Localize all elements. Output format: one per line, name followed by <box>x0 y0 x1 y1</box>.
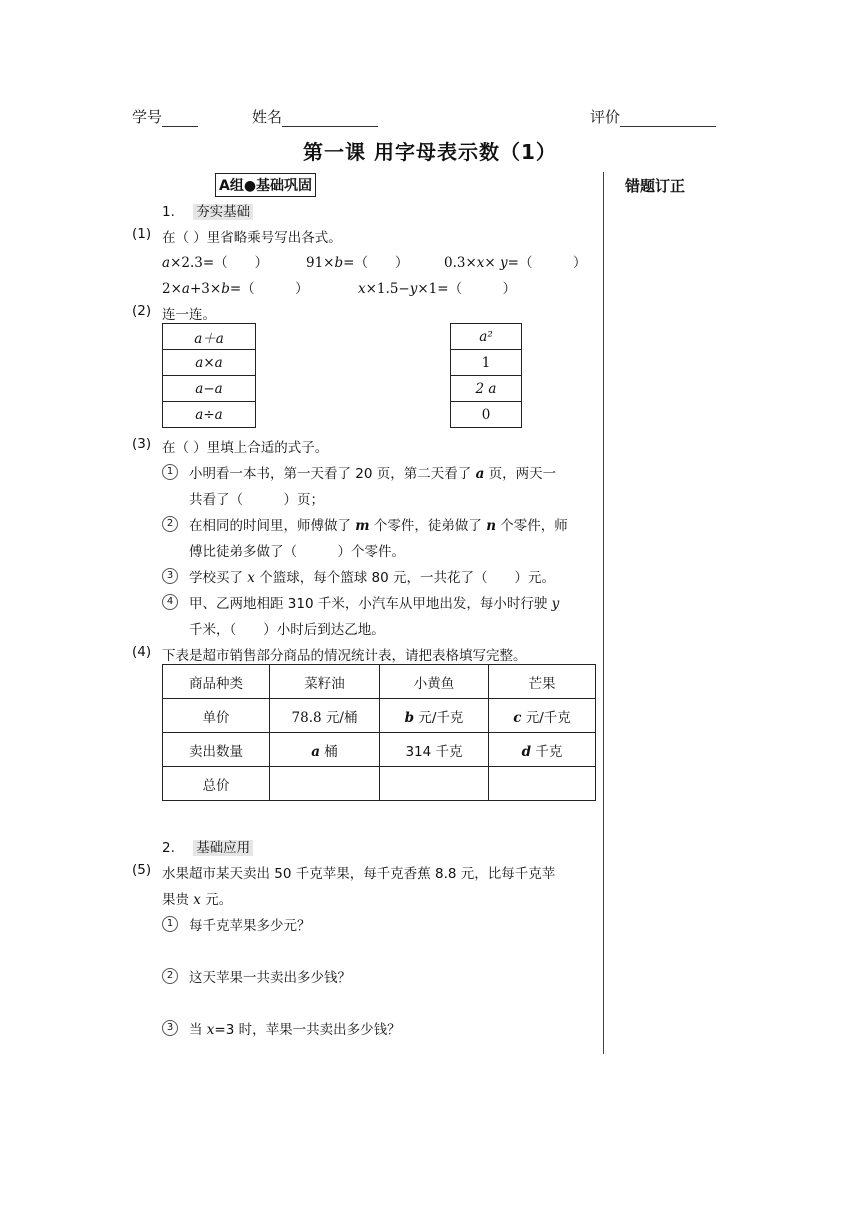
q3-item-3 <box>162 566 178 584</box>
table-header-cell: 小黄鱼 <box>380 665 489 699</box>
q3-item-4-line-1: 甲、乙两地相距 310 千米，小汽车从甲地出发，每小时行驶 y <box>189 596 560 612</box>
table-row <box>163 767 596 801</box>
q3-item-3-line-1: 学校买了 x 个篮球，每个篮球 80 元，一共花了（ ）元。 <box>189 570 555 586</box>
table-cell: b 元/千克 <box>380 699 489 733</box>
row-label-total: 总价 <box>163 767 270 801</box>
matching-right-item[interactable]: 0 <box>451 402 522 428</box>
q4-number: (4) <box>132 644 152 660</box>
table-cell: 314 千克 <box>380 733 489 767</box>
circled-number: 2 <box>162 516 178 532</box>
answer-cell[interactable] <box>270 767 380 801</box>
q5-item-2-text: 这天苹果一共卖出多少钱？ <box>189 970 351 986</box>
q2-number: (2) <box>132 303 152 319</box>
q3-item-4 <box>162 592 178 610</box>
q1-expression-1: a×2.3=（ ） <box>162 255 269 271</box>
circled-number: 2 <box>162 968 178 984</box>
evaluation-blank[interactable] <box>620 112 716 127</box>
q5-line-2: 果贵 x 元。 <box>162 892 233 908</box>
matching-left-item[interactable]: a×a <box>163 350 256 376</box>
section-2-number: 2. <box>162 840 175 856</box>
table-row <box>163 733 596 767</box>
answer-cell[interactable] <box>489 767 596 801</box>
sales-table <box>162 664 596 801</box>
q1-expression-5: x×1.5−y×1=（ ） <box>358 281 517 297</box>
q3-item-4-line-2: 千米，（ ）小时后到达乙地。 <box>189 622 385 638</box>
q5-item-3-text: 当 x=3 时，苹果一共卖出多少钱？ <box>189 1022 401 1038</box>
section-1-heading <box>162 200 253 220</box>
table-header-cell: 商品种类 <box>163 665 270 699</box>
matching-left-item[interactable]: a−a <box>163 376 256 402</box>
q1-expression-4: 2×a+3×b=（ ） <box>162 281 309 297</box>
q3-item-2-line-2: 傅比徒弟多做了（ ）个零件。 <box>189 544 405 560</box>
q3-item-2 <box>162 514 178 532</box>
student-id-blank[interactable] <box>162 112 198 127</box>
table-cell: 78.8 元/桶 <box>270 699 380 733</box>
table-header-cell: 芒果 <box>489 665 596 699</box>
table-row <box>163 665 596 699</box>
q5-item-3 <box>162 1018 178 1036</box>
table-cell: d 千克 <box>489 733 596 767</box>
q2-prompt: 连一连。 <box>162 307 216 323</box>
circled-number: 3 <box>162 1020 178 1036</box>
q3-number: (3) <box>132 436 152 452</box>
q4-prompt: 下表是超市销售部分商品的情况统计表，请把表格填写完整。 <box>162 648 527 664</box>
q5-number: (5) <box>132 862 152 878</box>
table-header-cell: 菜籽油 <box>270 665 380 699</box>
row-label-quantity: 卖出数量 <box>163 733 270 767</box>
matching-left-item[interactable]: a÷a <box>163 402 256 428</box>
correction-heading: 错题订正 <box>625 177 686 195</box>
q3-item-1 <box>162 462 178 480</box>
table-cell: a 桶 <box>270 733 380 767</box>
q5-line-1: 水果超市某天卖出 50 千克苹果，每千克香蕉 8.8 元，比每千克苹 <box>162 866 556 882</box>
row-label-price: 单价 <box>163 699 270 733</box>
q3-item-1-line-2: 共看了（ ）页； <box>189 492 324 508</box>
table-row <box>163 699 596 733</box>
q1-expression-2: 91×b=（ ） <box>306 255 409 271</box>
matching-left-item[interactable]: a＋a <box>163 324 256 350</box>
matching-right-item[interactable]: 1 <box>451 350 522 376</box>
q3-item-1-line-1: 小明看一本书，第一天看了 20 页，第二天看了 a 页，两天一 <box>189 466 557 482</box>
group-label: A组●基础巩固 <box>215 173 316 197</box>
evaluation-label: 评价 <box>590 108 621 126</box>
circled-number: 1 <box>162 464 178 480</box>
matching-right-item[interactable]: 2 a <box>451 376 522 402</box>
q5-item-2 <box>162 966 178 984</box>
matching-left-table <box>162 323 256 428</box>
circled-number: 4 <box>162 594 178 610</box>
q1-number: (1) <box>132 226 152 242</box>
evaluation-field[interactable] <box>590 106 716 127</box>
section-1-number: 1. <box>162 204 175 220</box>
section-1-title: 夯实基础 <box>193 204 253 220</box>
column-divider <box>603 172 604 1054</box>
table-cell: c 元/千克 <box>489 699 596 733</box>
answer-cell[interactable] <box>380 767 489 801</box>
matching-right-table <box>450 323 522 428</box>
student-id-label: 学号 <box>132 108 163 126</box>
q3-prompt: 在（ ）里填上合适的式子。 <box>162 440 329 456</box>
section-2-title: 基础应用 <box>193 840 253 856</box>
q5-item-1 <box>162 914 178 932</box>
q5-item-1-text: 每千克苹果多少元？ <box>189 918 311 934</box>
name-blank[interactable] <box>282 112 378 127</box>
matching-right-item[interactable]: a² <box>451 324 522 350</box>
circled-number: 1 <box>162 916 178 932</box>
page-title: 第一课 用字母表示数（1） <box>303 140 557 164</box>
q3-item-2-line-1: 在相同的时间里，师傅做了 m 个零件，徒弟做了 n 个零件，师 <box>189 518 568 534</box>
section-2-heading <box>162 836 253 856</box>
name-field[interactable] <box>252 106 378 127</box>
student-id-field[interactable] <box>132 106 198 127</box>
name-label: 姓名 <box>252 108 283 126</box>
q1-prompt: 在（ ）里省略乘号写出各式。 <box>162 230 342 246</box>
circled-number: 3 <box>162 568 178 584</box>
q1-expression-3: 0.3×x× y=（ ） <box>444 255 587 271</box>
